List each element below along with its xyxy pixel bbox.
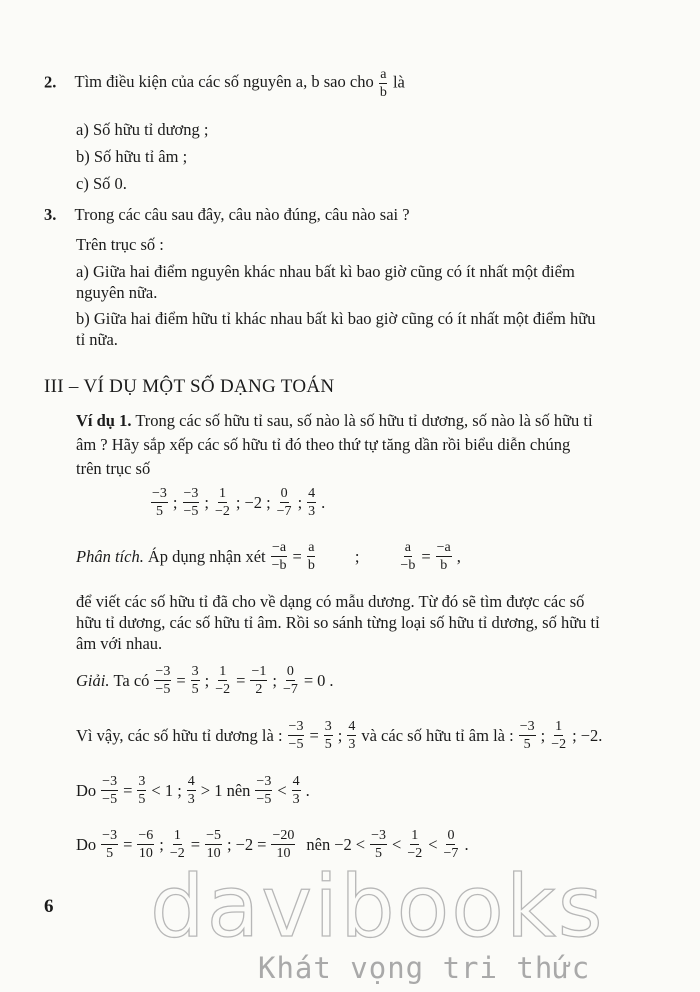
solution-intro: Ta có bbox=[113, 670, 150, 690]
integer-value: −2 bbox=[244, 492, 263, 512]
less-than-one: < 1 ; bbox=[151, 780, 182, 800]
question-text: Tìm điều kiện của các số nguyên a, b sao cho bbox=[74, 72, 374, 92]
equals-sign: = bbox=[292, 546, 302, 566]
fraction: $\frac{-3}{5}$ bbox=[519, 719, 535, 752]
analysis-line2: để viết các số hữu tỉ đã cho về dạng có mẫu dương. Từ đó sẽ tìm được các số bbox=[76, 592, 585, 611]
example-label: Ví dụ 1. bbox=[76, 411, 132, 430]
fraction: $\frac{4}{3}$ bbox=[348, 719, 356, 752]
less-than-sign: < bbox=[355, 834, 366, 854]
fraction: $\frac{1}{-2}$ bbox=[215, 486, 230, 519]
separator: ; bbox=[272, 670, 277, 690]
fraction: $\frac{a}{-b}$ bbox=[400, 540, 416, 573]
separator: ; bbox=[172, 492, 178, 512]
nen-word: nên bbox=[306, 834, 331, 854]
period: . bbox=[464, 834, 469, 854]
statement-b-line1: b) Giữa hai điểm hữu tỉ khác nhau bất kì bao giờ cũng có ít nhất một điểm hữu bbox=[76, 309, 596, 328]
fraction: $\frac{-3}{5}$ bbox=[152, 486, 167, 519]
solution-line3 bbox=[76, 774, 310, 807]
do-word: Do bbox=[76, 780, 97, 800]
fraction: $\frac{-3}{5}$ bbox=[102, 828, 118, 861]
separator: ; bbox=[204, 492, 209, 512]
equals-sign: = bbox=[190, 834, 201, 854]
fraction: $\frac{-5}{10}$ bbox=[206, 828, 222, 861]
fraction: $\frac{1}{-2}$ bbox=[215, 664, 231, 697]
fraction: $\frac{-20}{10}$ bbox=[272, 828, 295, 861]
fraction: $\frac{4}{3}$ bbox=[308, 486, 316, 519]
page-number: 6 bbox=[44, 896, 54, 917]
question-3 bbox=[44, 205, 410, 225]
analysis-line1 bbox=[76, 540, 461, 573]
number-line-intro: Trên trục số : bbox=[76, 235, 164, 254]
equals-sign: = bbox=[123, 834, 133, 854]
less-than-sign: < bbox=[277, 780, 287, 800]
option-c: c) Số 0. bbox=[76, 174, 127, 193]
option-b: b) Số hữu tỉ âm ; bbox=[76, 147, 188, 166]
fraction: $\frac{-a}{-b}$ bbox=[271, 540, 287, 573]
analysis-text: Áp dụng nhận xét bbox=[147, 546, 266, 566]
watermark-brand: davibooks bbox=[150, 857, 605, 957]
equals-sign: = bbox=[421, 546, 431, 566]
fraction: $\frac{3}{5}$ bbox=[191, 664, 199, 697]
question-number: 2. bbox=[44, 72, 57, 92]
separator: ; bbox=[235, 492, 241, 512]
separator: ; bbox=[266, 492, 271, 512]
example-text: Trong các số hữu tỉ sau, số nào là số hữu tỉ dương, số nào là số hữu tỉ bbox=[135, 411, 593, 430]
fraction: $\frac{0}{-7}$ bbox=[282, 664, 298, 697]
fraction: $\frac{-3}{-5}$ bbox=[102, 774, 118, 807]
separator: ; bbox=[159, 834, 164, 854]
negative-text: và các số hữu tỉ âm là : bbox=[361, 725, 514, 745]
analysis-line4: âm với nhau. bbox=[76, 634, 163, 653]
question-tail: là bbox=[392, 72, 405, 92]
solution-line1 bbox=[76, 664, 334, 697]
watermark-tagline: Khát vọng tri thức bbox=[258, 951, 591, 985]
fraction: $\frac{-3}{-5}$ bbox=[288, 719, 304, 752]
equals-sign: = bbox=[176, 670, 186, 690]
solution-line2 bbox=[76, 719, 602, 752]
equals-sign: = bbox=[257, 834, 267, 854]
equals-sign: = bbox=[309, 725, 319, 745]
separator: ; bbox=[354, 546, 360, 566]
equals-sign: = bbox=[303, 670, 314, 690]
statement-a-line2: nguyên nữa. bbox=[76, 283, 158, 302]
fraction: $\frac{a}{b}$ bbox=[379, 67, 387, 100]
fraction: $\frac{0}{-7}$ bbox=[443, 828, 459, 861]
separator: ; bbox=[297, 492, 303, 512]
fraction: $\frac{-6}{10}$ bbox=[138, 828, 154, 861]
equals-sign: = bbox=[123, 780, 133, 800]
zero-value: 0 bbox=[317, 670, 326, 690]
question-text: Trong các câu sau đây, câu nào đúng, câu nào sai ? bbox=[74, 205, 410, 224]
fraction: $\frac{-3}{-5}$ bbox=[256, 774, 272, 807]
positive-text: Vì vậy, các số hữu tỉ dương là : bbox=[76, 725, 283, 745]
fraction: $\frac{4}{3}$ bbox=[292, 774, 300, 807]
question-number: 3. bbox=[44, 205, 57, 224]
fraction: $\frac{a}{b}$ bbox=[307, 540, 315, 573]
equals-sign: = bbox=[236, 670, 246, 690]
fraction: $\frac{-3}{-5}$ bbox=[155, 664, 171, 697]
fraction: $\frac{-a}{b}$ bbox=[436, 540, 451, 573]
example-1-line3: trên trục số bbox=[76, 459, 151, 478]
section-heading: III – VÍ DỤ MỘT SỐ DẠNG TOÁN bbox=[44, 376, 335, 397]
question-2 bbox=[44, 67, 405, 100]
period: . bbox=[305, 780, 310, 800]
option-a: a) Số hữu tỉ dương ; bbox=[76, 120, 209, 139]
fraction: $\frac{1}{-2}$ bbox=[407, 828, 423, 861]
integer-value: −2 bbox=[334, 834, 352, 854]
statement-b-line2: tỉ nữa. bbox=[76, 330, 118, 349]
separator: ; bbox=[227, 834, 232, 854]
fraction: $\frac{-3}{5}$ bbox=[371, 828, 386, 861]
fraction: $\frac{1}{-2}$ bbox=[551, 719, 567, 752]
comma: , bbox=[456, 546, 461, 566]
less-than-sign: < bbox=[428, 834, 438, 854]
integer-value: −2. bbox=[580, 725, 603, 745]
separator: ; bbox=[204, 670, 210, 690]
period: . bbox=[329, 670, 334, 690]
fraction: $\frac{3}{5}$ bbox=[138, 774, 146, 807]
fraction: $\frac{0}{-7}$ bbox=[276, 486, 292, 519]
fraction: $\frac{1}{-2}$ bbox=[169, 828, 185, 861]
separator: ; bbox=[572, 725, 577, 745]
integer-value: −2 bbox=[235, 834, 254, 854]
fraction: $\frac{4}{3}$ bbox=[187, 774, 195, 807]
analysis-label: Phân tích. bbox=[76, 546, 144, 566]
do-word: Do bbox=[76, 834, 97, 854]
less-than-sign: < bbox=[392, 834, 402, 854]
example-1-line1 bbox=[76, 411, 593, 431]
separator: ; bbox=[540, 725, 546, 745]
separator: ; bbox=[337, 725, 343, 745]
greater-than-one: > 1 nên bbox=[200, 780, 251, 800]
fraction: $\frac{-1}{2}$ bbox=[251, 664, 267, 697]
example-1-line2: âm ? Hãy sắp xếp các số hữu tỉ đó theo thứ tự tăng dần rồi biểu diễn chúng bbox=[76, 435, 571, 454]
analysis-line3: hữu tỉ dương, các số hữu tỉ âm. Rồi so sánh từng loại số hữu tỉ dương, số hữu tỉ bbox=[76, 613, 600, 632]
statement-a-line1: a) Giữa hai điểm nguyên khác nhau bất kì bao giờ cũng có ít nhất một điểm bbox=[76, 262, 575, 281]
rational-list bbox=[150, 486, 325, 519]
solution-label: Giải. bbox=[76, 670, 110, 690]
fraction: $\frac{3}{5}$ bbox=[324, 719, 332, 752]
period: . bbox=[321, 492, 326, 512]
fraction: $\frac{-3}{-5}$ bbox=[183, 486, 199, 519]
